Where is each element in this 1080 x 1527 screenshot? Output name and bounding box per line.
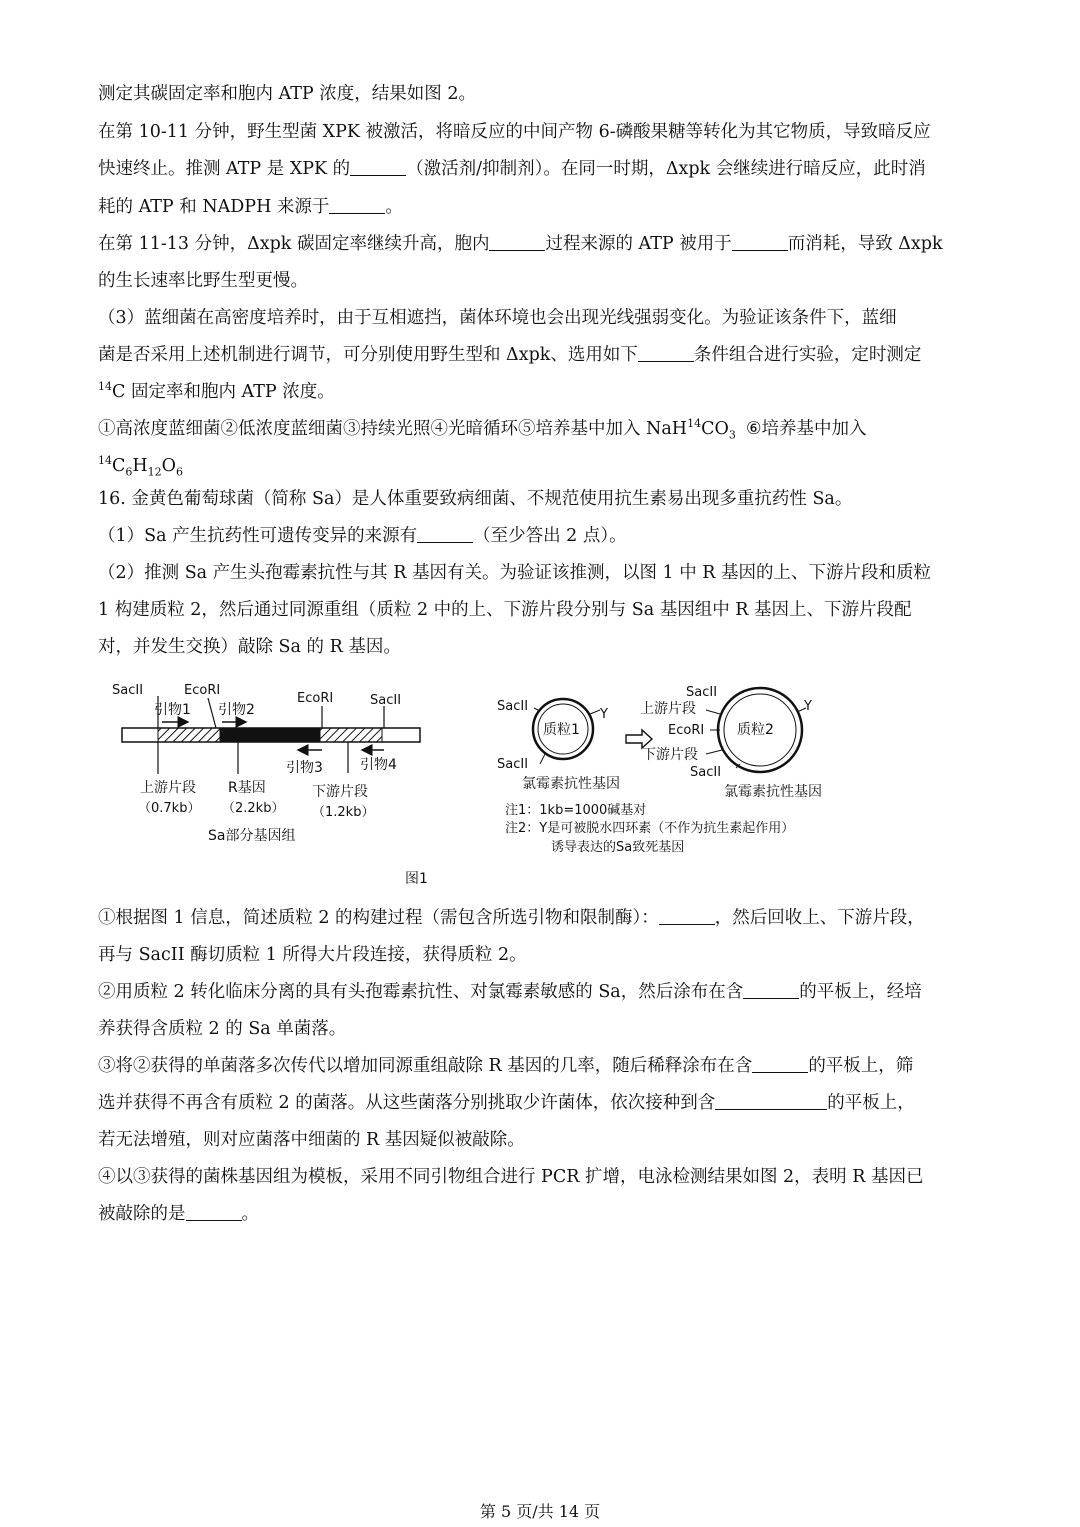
q16-step3-line-1: ③将②获得的单菌落多次传代以增加同源重组敲除 R 基因的几率，随后稀释涂布在含 的平板上，筛	[98, 1056, 914, 1076]
q16-step4-line-1: ④以③获得的菌株基因组为模板，采用不同引物组合进行 PCR 扩增，电泳检测结果如图 2，表明 R 基因已	[98, 1167, 924, 1187]
figure-1-diagram	[0, 668, 1080, 898]
primer1-label: 引物1	[154, 702, 191, 718]
primer3-label: 引物3	[286, 760, 323, 776]
p1-chlor: 氯霉素抗性基因	[522, 776, 620, 792]
sac2-right-label: SacII	[370, 693, 402, 708]
answer-blank[interactable]	[350, 157, 406, 176]
answer-blank[interactable]	[752, 1054, 808, 1073]
q16-part2-line-3: 对，并发生交换）敲除 Sa 的 R 基因。	[98, 637, 401, 657]
answer-blank[interactable]	[659, 906, 715, 925]
p2-sac2-top: SacII	[686, 685, 718, 700]
q15-line-1: 测定其碳固定率和胞内 ATP 浓度，结果如图 2。	[98, 84, 476, 104]
q16-step3-line-3: 若无法增殖，则对应菌落中细菌的 R 基因疑似被敲除。	[98, 1130, 525, 1150]
primer4-label: 引物4	[360, 757, 397, 773]
genome-bar	[122, 728, 420, 742]
p2-chlor: 氯霉素抗性基因	[724, 784, 822, 800]
p2-downstream: 下游片段	[642, 747, 698, 763]
note-3: 诱导表达的Sa致死基因	[551, 840, 685, 855]
p1-sac2-top: SacII	[497, 699, 529, 714]
answer-blank[interactable]	[715, 1091, 827, 1110]
q16-step2-line-2: 养获得含质粒 2 的 Sa 单菌落。	[98, 1019, 347, 1039]
q15-line-10: ①高浓度蓝细菌②低浓度蓝细菌③持续光照④光暗循环⑤培养基中加入 $NaH^{14}CO_3$ ⑥培养基中加入	[98, 417, 867, 442]
sac2-left-label: SacII	[112, 683, 144, 698]
ecori-left-marker	[208, 698, 216, 728]
q15-line-11: $^{14}C_6H_{12}O_6$	[98, 454, 184, 479]
genome-caption: Sa部分基因组	[208, 828, 296, 844]
answer-blank[interactable]	[186, 1202, 242, 1221]
q16-step1-line-2: 再与 SacII 酶切质粒 1 所得大片段连接，获得质粒 2。	[98, 945, 527, 965]
p2-y: Y	[804, 699, 812, 714]
answer-blank[interactable]	[638, 343, 694, 362]
q16-title: 16. 金黄色葡萄球菌（简称 Sa）是人体重要致病细菌、不规范使用抗生素易出现多重抗药性 Sa。	[98, 489, 853, 509]
q16-step3-line-2: 选并获得不再含有质粒 2 的菌落。从这些菌落分别挑取少许菌体，依次接种到含 的平板上，	[98, 1093, 915, 1113]
q16-part1: （1）Sa 产生抗药性可遗传变异的来源有 （至少答出 2 点）。	[98, 526, 627, 546]
p1-y: Y	[600, 707, 608, 722]
q16-step2-line-1: ②用质粒 2 转化临床分离的具有头孢霉素抗性、对氯霉素敏感的 Sa，然后涂布在含 的平板上，经培	[98, 982, 922, 1002]
figure-1	[0, 668, 1080, 898]
q16-step4-line-2: 被敲除的是 。	[98, 1204, 259, 1224]
conversion-arrow	[626, 730, 652, 748]
upstream-label: 上游片段	[140, 780, 196, 796]
answer-blank[interactable]	[329, 195, 385, 214]
figure-caption: 图1	[405, 871, 428, 887]
downstream-size: （1.2kb）	[312, 805, 375, 820]
p2-upstream: 上游片段	[640, 701, 696, 717]
q15-line-3: 快速终止。推测 ATP 是 XPK 的 （激活剂/抑制剂）。在同一时期，Δxpk 会继续进行暗反应，此时消	[98, 159, 926, 179]
q15-line-9: $^{14}$C 固定率和胞内 ATP 浓度。	[98, 380, 335, 402]
note-1: 注1：1kb=1000碱基对	[505, 803, 647, 818]
q16-part2-line-2: 1 构建质粒 2，然后通过同源重组（质粒 2 中的上、下游片段分别与 Sa 基因组中 R 基因上、下游片段配	[98, 600, 912, 620]
answer-blank[interactable]	[743, 980, 799, 999]
q15-line-8: 菌是否采用上述机制进行调节，可分别使用野生型和 Δxpk、选用如下 条件组合进行实验，定时测定	[98, 345, 922, 365]
q15-line-2: 在第 10-11 分钟，野生型菌 XPK 被激活，将暗反应的中间产物 6-磷酸果糖等转化为其它物质，导致暗反应	[98, 122, 931, 142]
note-2: 注2：Y是可被脱水四环素（不作为抗生素起作用）	[505, 821, 795, 836]
p2-name: 质粒2	[737, 722, 774, 738]
q15-line-5: 在第 11-13 分钟，Δxpk 碳固定率继续升高，胞内 过程来源的 ATP 被用于 而消耗，导致 Δxpk	[98, 234, 943, 254]
page-footer: 第 5 页/共 14 页	[479, 1502, 601, 1521]
q15-line-6: 的生长速率比野生型更慢。	[98, 271, 308, 291]
answer-blank[interactable]	[489, 232, 545, 251]
upstream-size: （0.7kb）	[138, 801, 201, 816]
p2-sac2-bottom: SacII	[690, 765, 722, 780]
ecori-left-label: EcoRI	[184, 683, 221, 698]
downstream-label: 下游片段	[312, 784, 368, 800]
ecori-mid-label: EcoRI	[297, 691, 334, 706]
q16-part2-line-1: （2）推测 Sa 产生头孢霉素抗性与其 R 基因有关。为验证该推测，以图 1 中 R 基因的上、下游片段和质粒	[98, 563, 932, 583]
q15-line-7: （3）蓝细菌在高密度培养时，由于互相遮挡，菌体环境也会出现光线强弱变化。为验证该条件下，蓝细	[98, 308, 897, 328]
r-gene-size: （2.2kb）	[222, 801, 285, 816]
q16-step1-line-1: ①根据图 1 信息，简述质粒 2 的构建过程（需包含所选引物和限制酶）： ，然后回收上、下游片段，	[98, 908, 925, 928]
q15-line-4: 耗的 ATP 和 NADPH 来源于 。	[98, 197, 403, 217]
p1-name: 质粒1	[543, 722, 580, 738]
answer-blank[interactable]	[732, 232, 788, 251]
p2-ecori: EcoRI	[668, 723, 705, 738]
p1-sac2-bottom: SacII	[497, 757, 529, 772]
r-gene-label: R基因	[228, 780, 266, 796]
answer-blank[interactable]	[417, 524, 473, 543]
primer2-label: 引物2	[218, 702, 255, 718]
